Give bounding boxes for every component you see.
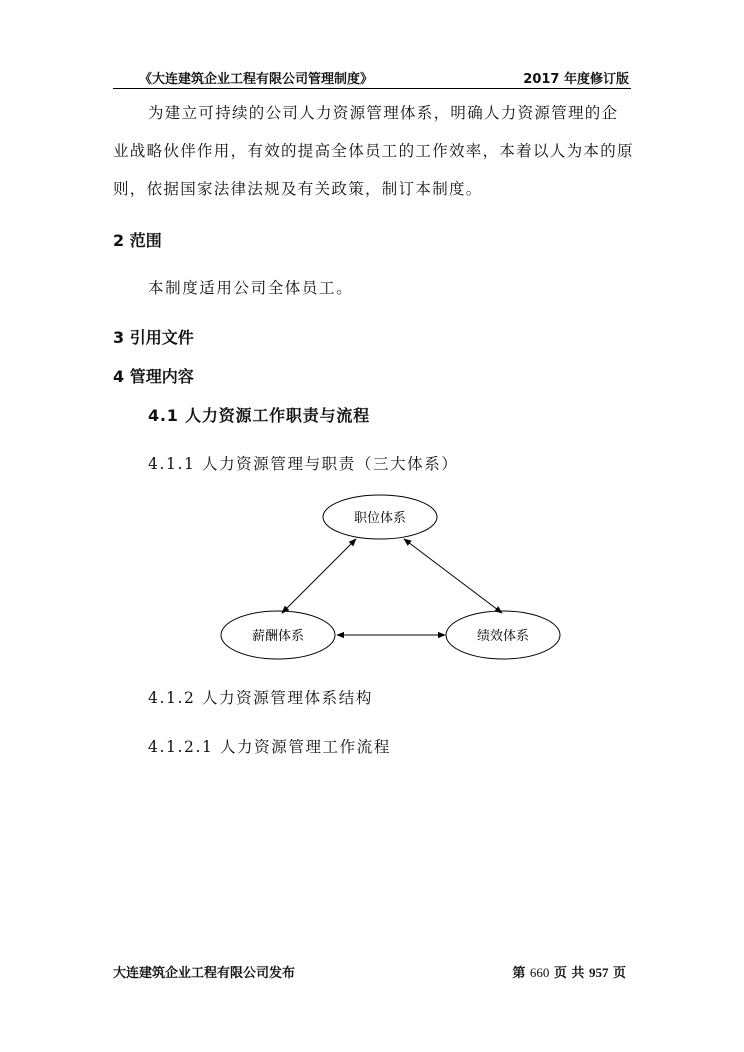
header-document-title: 《大连建筑企业工程有限公司管理制度》 — [139, 72, 374, 87]
section-4-1-2-heading: 4.1.2 人力资源管理体系结构 — [148, 689, 373, 707]
page-suffix: 页 — [612, 966, 626, 981]
header-edition: 2017 年度修订版 — [523, 72, 629, 87]
section-2-heading: 2 范围 — [113, 231, 162, 250]
section-4-1-heading: 4.1 人力资源工作职责与流程 — [148, 406, 370, 425]
arrow-position-salary — [282, 539, 356, 613]
page-prefix: 第 — [512, 966, 526, 981]
three-systems-diagram — [215, 490, 575, 670]
page-mid: 页 共 — [553, 966, 585, 981]
node-position-label: 职位体系 — [353, 511, 407, 526]
section-4-1-1-heading: 4.1.1 人力资源管理与职责（三大体系） — [148, 455, 459, 473]
page-header — [113, 66, 631, 89]
footer-publisher: 大连建筑企业工程有限公司发布 — [113, 966, 296, 981]
section-2-body: 本制度适用公司全体员工。 — [148, 279, 354, 297]
arrow-position-performance — [404, 539, 502, 613]
node-position-system — [323, 495, 437, 539]
footer-page-counter — [512, 962, 626, 981]
node-performance-label: 绩效体系 — [476, 629, 530, 644]
section-4-1-2-1-heading: 4.1.2.1 人力资源管理工作流程 — [148, 738, 391, 756]
node-salary-label: 薪酬体系 — [251, 629, 305, 644]
node-salary-system — [221, 611, 335, 659]
page-current: 660 — [529, 965, 550, 980]
node-performance-system — [446, 611, 560, 659]
page-total: 957 — [588, 965, 609, 980]
section-3-heading: 3 引用文件 — [113, 328, 194, 347]
section-4-heading: 4 管理内容 — [113, 367, 194, 386]
intro-paragraph: 为建立可持续的公司人力资源管理体系，明确人力资源管理的企业战略伙伴作用，有效的提高全体员工的工作效率，本着以人为本的原则，依据国家法律法规及有关政策，制订本制度。 — [113, 104, 634, 198]
